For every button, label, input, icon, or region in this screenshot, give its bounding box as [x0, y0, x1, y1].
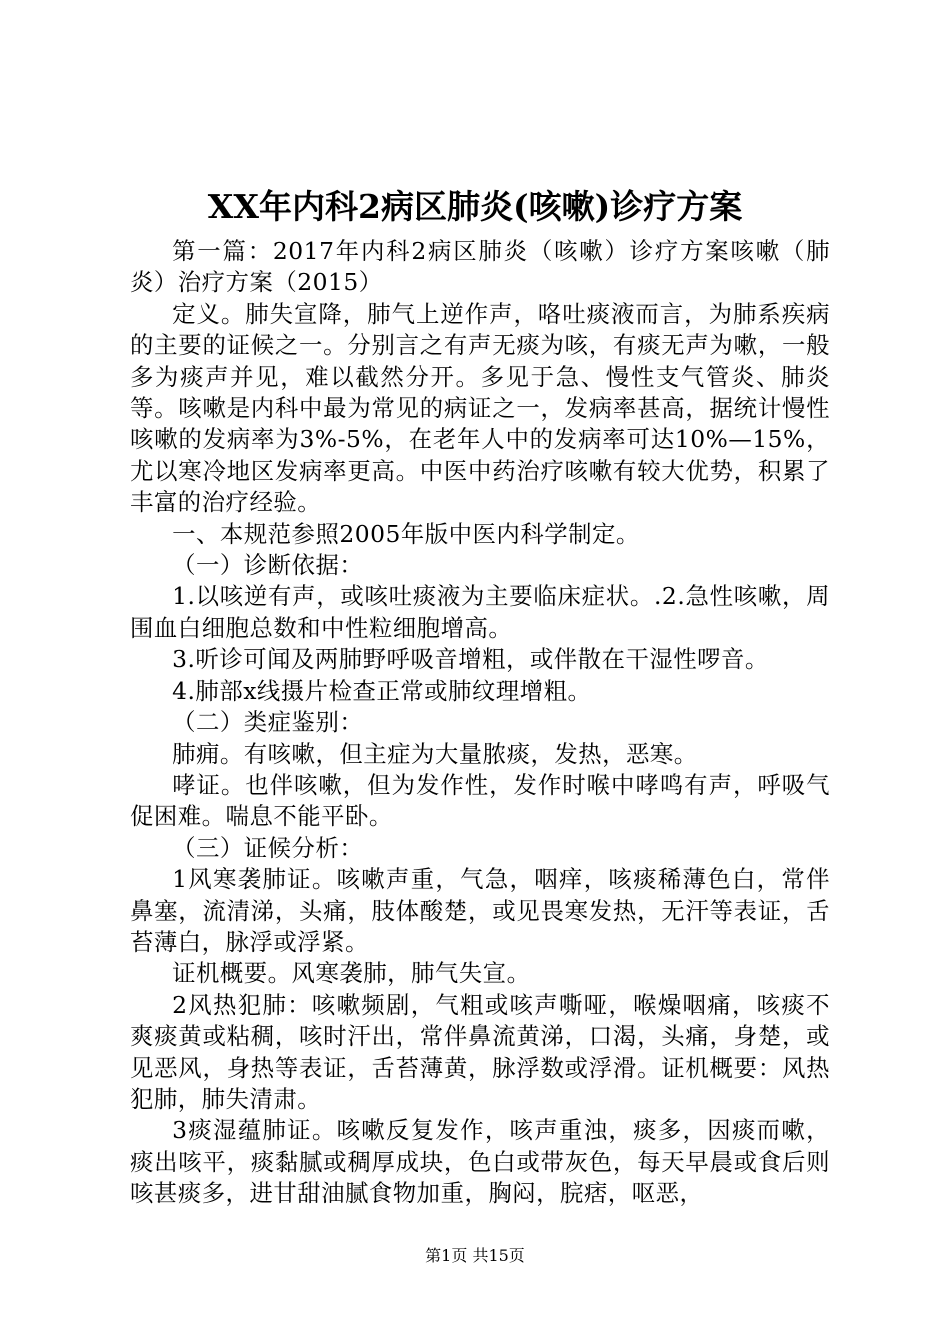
paragraph-lung-abscess: 肺痈。有咳嗽，但主症为大量脓痰，发热，恶寒。 — [172, 739, 698, 768]
paragraph-wind-cold: 1风寒袭肺证。咳嗽声重，气急，咽痒，咳痰稀薄色白，常伴鼻塞，流清涕，头痛，肢体酸楚，或见畏寒发热，无汗等表证，舌苔薄白，脉浮或浮紧。 — [130, 865, 830, 956]
paragraph-differential-heading: （二）类症鉴别： — [172, 708, 364, 737]
paragraph-syndrome-heading: （三）证候分析： — [172, 833, 364, 862]
paragraph-diagnosis-4: 4.肺部x线摄片检查正常或肺纹理增粗。 — [172, 676, 592, 705]
paragraph-asthma: 哮证。也伴咳嗽，但为发作性，发作时喉中哮鸣有声，呼吸气促困难。喘息不能平卧。 — [130, 770, 830, 831]
paragraph-section-one: 一、本规范参照2005年版中医内科学制定。 — [172, 519, 640, 548]
paragraph-diagnosis-3: 3.听诊可闻及两肺野呼吸音增粗，或伴散在干湿性啰音。 — [172, 645, 769, 674]
page-footer: 第1页 共15页 — [425, 1246, 525, 1265]
paragraph-wind-heat: 2风热犯肺：咳嗽频剧，气粗或咳声嘶哑，喉燥咽痛，咳痰不爽痰黄或粘稠，咳时汗出，常伴鼻流黄涕，口渴，头痛，身楚，或见恶风，身热等表证，舌苔薄黄，脉浮数或浮滑。证机概要：风热犯肺，肺失清肃。 — [130, 990, 830, 1113]
paragraph-intro: 第一篇：2017年内科2病区肺炎（咳嗽）诊疗方案咳嗽（肺炎）治疗方案（2015） — [130, 237, 830, 297]
paragraph-wind-cold-summary: 证机概要。风寒袭肺，肺气失宣。 — [172, 959, 531, 988]
paragraph-definition: 定义。肺失宣降，肺气上逆作声，咯吐痰液而言，为肺系疾病的主要的证候之一。分别言之有声无痰为咳，有痰无声为嗽，一般多为痰声并见，难以截然分开。多见于急、慢性支气管炎、肺炎等。咳嗽是内科中最为常见的病证之一，发病率甚高，据统计慢性咳嗽的发病率为3%-5%，在老年人中的发病率可达10%—15%，尤以寒冷地区发病率更高。中医中药治疗咳嗽有较大优势，积累了丰富的治疗经验。 — [130, 299, 830, 517]
document-title: XX年内科2病区肺炎(咳嗽)诊疗方案 — [207, 187, 743, 226]
paragraph-diagnosis-1-2: 1.以咳逆有声，或咳吐痰液为主要临床症状。.2.急性咳嗽，周围血白细胞总数和中性粒细胞增高。 — [130, 582, 830, 642]
paragraph-diagnosis-heading: （一）诊断依据： — [172, 551, 364, 580]
paragraph-phlegm-damp: 3痰湿蕴肺证。咳嗽反复发作，咳声重浊，痰多，因痰而嗽，痰出咳平，痰黏腻或稠厚成块，色白或带灰色，每天早晨或食后则咳甚痰多，进甘甜油腻食物加重，胸闷，脘痞，呕恶， — [130, 1116, 830, 1208]
document-body — [130, 236, 830, 1210]
